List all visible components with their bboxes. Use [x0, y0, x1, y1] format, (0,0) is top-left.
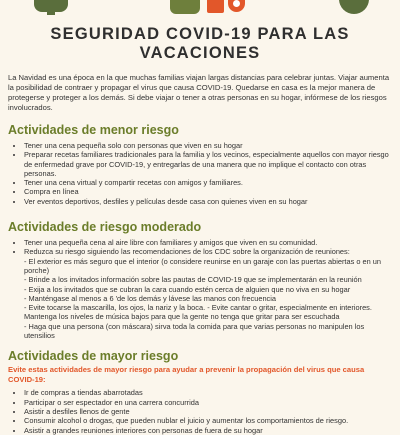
list-item: • Preparar recetas familiares tradicionales para la familia y los vecinos, especialmente aquellos con mayor riesgo de enfermedad grave por COVID-19, y entregarlas de una manera que no implique el contacto con otras personas.: [24, 150, 392, 178]
sub-list-item: - El exterior es más seguro que el interior (o considere reunirse en un garaje con las puertas abiertas o en un porche): [24, 257, 392, 276]
list-item: • Consumir alcohol o drogas, que pueden nublar el juicio y aumentar los comportamientos de riesgo.: [24, 416, 392, 425]
sub-list-item: - Manténgase al menos a 6 'de los demás y lávese las manos con frecuencia: [24, 294, 392, 303]
list-item: • Asistir a grandes reuniones interiores con personas de fuera de su hogar: [24, 426, 392, 435]
wreath-ornament-icon: [339, 0, 369, 14]
high-risk-warning: Evite estas actividades de mayor riesgo para ayudar a prevenir la propagación del virus que causa COVID-19:: [8, 365, 365, 384]
low-risk-heading: Actividades de menor riesgo: [8, 123, 179, 137]
snowflake-ornament-icon: [228, 0, 245, 12]
list-item: • Ir de compras a tiendas abarrotadas: [24, 388, 392, 397]
moderate-risk-sublist: [0, 257, 400, 341]
ornament-header: [0, 0, 400, 17]
intro-paragraph: La Navidad es una época en la que muchas familias viajan largas distancias para celebrar juntas. Viajar aumenta la posibilidad de contraer y propagar el virus que causa COVID-19. Quedarse en casa es la mejor manera de protegerse y proteger a los demás. Si debe viajar o tener a otras personas en su hogar, infórmese de los riesgos involucrados.: [8, 73, 390, 112]
sub-list-item: - Brinde a los invitados información sobre las pautas de COVID-19 que se implementarán en la reunión: [24, 275, 392, 284]
moderate-risk-list: [0, 238, 400, 257]
list-item: • Participar o ser espectador en una carrera concurrida: [24, 398, 392, 407]
low-risk-list: [0, 141, 400, 206]
green-ornament-icon: [170, 0, 200, 14]
list-item: • Compra en línea: [24, 187, 392, 196]
list-item: • Tener una pequeña cena al aire libre con familiares y amigos que viven en su comunidad.: [24, 238, 392, 247]
list-item: • Asistir a desfiles llenos de gente: [24, 407, 392, 416]
high-risk-list: [0, 388, 400, 434]
list-item: • Tener una cena pequeña solo con personas que viven en su hogar: [24, 141, 392, 150]
list-item: • Ver eventos deportivos, desfiles y películas desde casa con quienes viven en su hogar: [24, 197, 392, 206]
sub-list-item: - Haga que una persona (con máscara) sirva toda la comida para que varias personas no manipulen los utensilios: [24, 322, 392, 341]
list-item: • Tener una cena virtual y compartir recetas con amigos y familiares.: [24, 178, 392, 187]
list-item: • Reduzca su riesgo siguiendo las recomendaciones de los CDC sobre la organización de reuniones:: [24, 247, 392, 256]
lightbulb-ornament-icon: [34, 0, 68, 12]
page-title: SEGURIDAD COVID-19 PARA LAS VACACIONES: [50, 25, 350, 62]
high-risk-heading: Actividades de mayor riesgo: [8, 349, 179, 364]
orange-ornament-icon: [207, 0, 224, 13]
sub-list-item: - Exija a los invitados que se cubran la cara cuando estén cerca de alguien que no viva en su hogar: [24, 285, 392, 294]
sub-list-item: - Evite tocarse la mascarilla, los ojos, la nariz y la boca. - Evite cantar o gritar, especialmente en interiores. Mantenga los niveles de música bajos para que la gente no tenga que gritar para ser escuchada: [24, 303, 392, 322]
moderate-risk-heading: Actividades de riesgo moderado: [8, 220, 202, 235]
